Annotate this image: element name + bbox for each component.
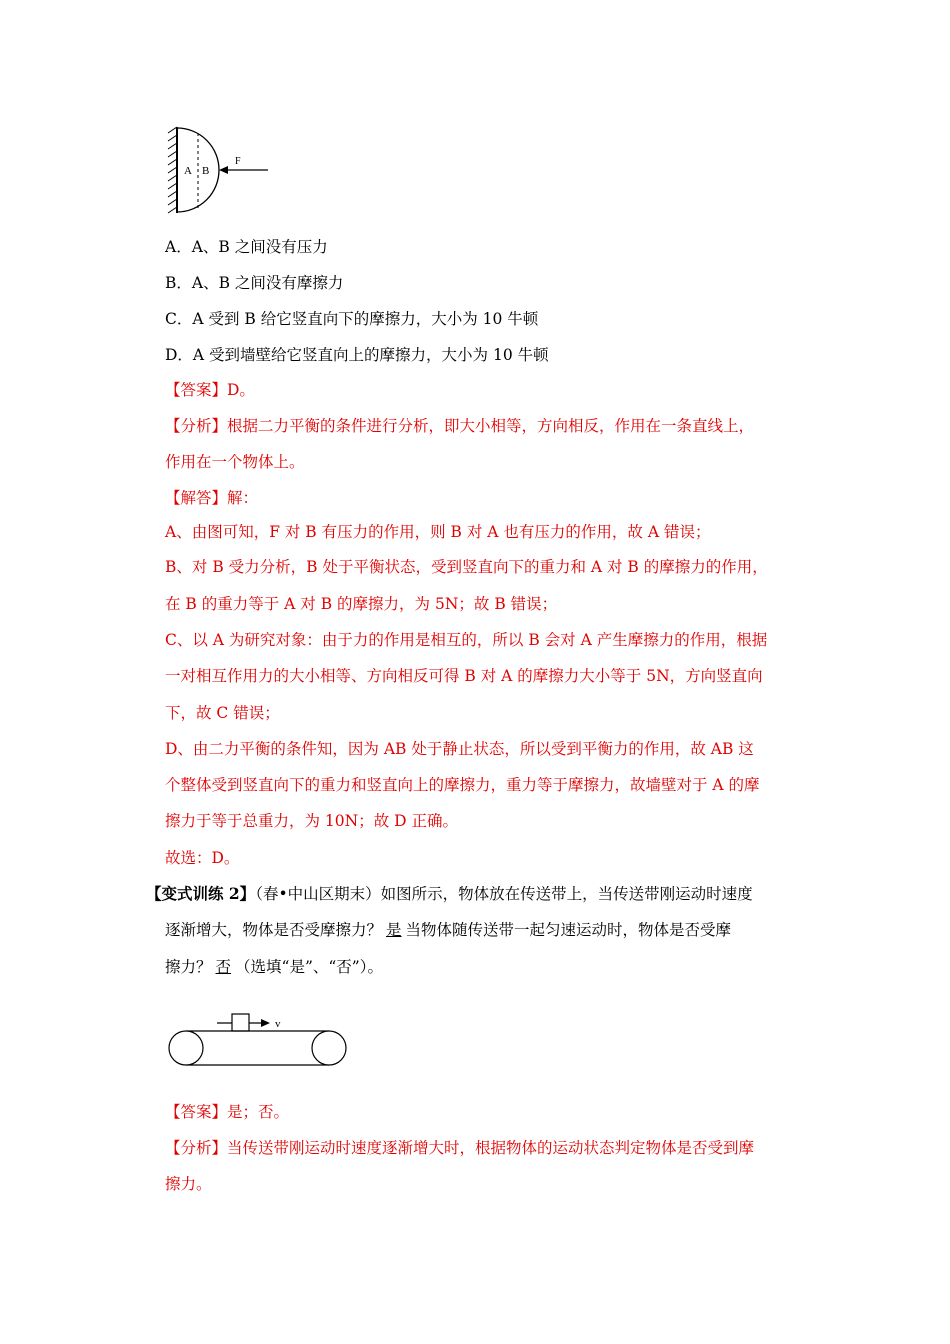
analysis-2-line1: 【分析】当传送带刚运动时速度逐渐增大时，根据物体的运动状态判定物体是否受到摩 — [165, 1139, 755, 1157]
option-a: A．A、B 之间没有压力 — [165, 238, 328, 256]
label-a: A — [184, 165, 192, 177]
solution-c-line1: C、以 A 为研究对象：由于力的作用是相互的，所以 B 会对 A 产生摩擦力的作用，根据 — [165, 631, 768, 649]
option-d: D．A 受到墙壁给它竖直向上的摩擦力，大小为 10 牛顿 — [165, 346, 549, 364]
velocity-arrow-head — [261, 1019, 270, 1027]
answer-1: 【答案】D。 — [165, 381, 255, 399]
solution-a: A、由图可知，F 对 B 有压力的作用，则 B 对 A 也有压力的作用，故 A 错误； — [165, 523, 711, 541]
label-v: v — [275, 1018, 281, 1030]
exercise-2-hint: （选填“是”、“否”）。 — [235, 958, 383, 976]
blank-answer-1: 是 — [386, 921, 402, 939]
option-c: C．A 受到 B 给它竖直向下的摩擦力，大小为 10 牛顿 — [165, 310, 539, 328]
analysis-1-line2: 作用在一个物体上。 — [165, 453, 305, 471]
solution-header: 【解答】解： — [165, 489, 259, 507]
figure-wall-hemisphere — [162, 123, 282, 218]
exercise-2-question-3: 擦力？ — [165, 958, 212, 976]
solution-d-line3: 擦力于等于总重力，为 10N；故 D 正确。 — [165, 812, 458, 830]
solution-d-line1: D、由二力平衡的条件知，因为 AB 处于静止状态，所以受到平衡力的作用，故 AB 这 — [165, 740, 754, 758]
exercise-2-tag: 【变式训练 2】 — [146, 884, 256, 903]
solution-d-line2: 个整体受到竖直向下的重力和竖直向上的摩擦力，重力等于摩擦力，故墙壁对于 A 的摩 — [165, 776, 760, 794]
solution-c-line2: 一对相互作用力的大小相等、方向相反可得 B 对 A 的摩擦力大小等于 5N，方向竖直向 — [165, 667, 763, 685]
exercise-2-question-2: 当物体随传送带一起匀速运动时，物体是否受摩 — [405, 921, 732, 939]
solution-c-line3: 下，故 C 错误； — [165, 704, 280, 722]
right-roller — [312, 1031, 346, 1065]
exercise-2-line1 — [146, 884, 753, 904]
answer-2: 【答案】是；否。 — [165, 1103, 290, 1121]
wall-hatching — [168, 127, 177, 213]
exercise-2-line3 — [165, 957, 383, 977]
left-roller — [169, 1031, 203, 1065]
exercise-2-line2 — [165, 920, 731, 940]
label-b: B — [202, 165, 210, 177]
analysis-1-line1: 【分析】根据二力平衡的条件进行分析，即大小相等，方向相反，作用在一条直线上， — [165, 417, 755, 435]
solution-b-line2: 在 B 的重力等于 A 对 B 的摩擦力，为 5N；故 B 错误； — [165, 595, 558, 613]
option-b: B．A、B 之间没有摩擦力 — [165, 274, 344, 292]
figure-conveyor-belt — [165, 1011, 365, 1091]
force-arrow-head — [219, 166, 228, 174]
analysis-2-line2: 擦力。 — [165, 1175, 212, 1193]
solution-choice: 故选：D。 — [165, 849, 240, 867]
blank-answer-2: 否 — [215, 958, 232, 976]
label-f: F — [235, 156, 241, 167]
exercise-2-intro: （春•中山区期末）如图所示，物体放在传送带上，当传送带刚运动时速度 — [255, 885, 753, 903]
object-block — [232, 1014, 249, 1031]
exercise-2-question-1: 逐渐增大，物体是否受摩擦力？ — [165, 921, 383, 939]
solution-b-line1: B、对 B 受力分析，B 处于平衡状态，受到竖直向下的重力和 A 对 B 的摩擦力的作用， — [165, 558, 768, 576]
